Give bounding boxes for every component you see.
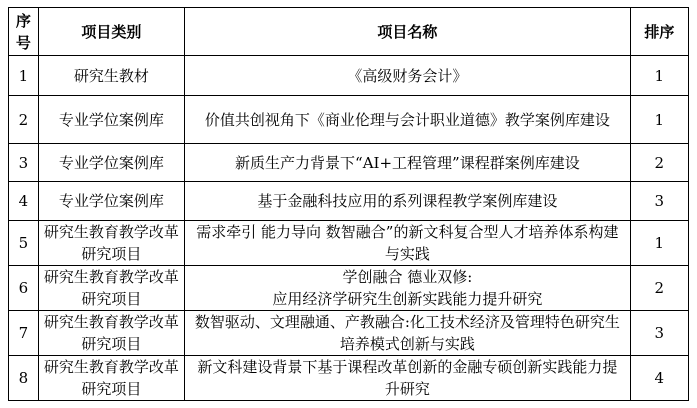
cell-name: 新质生产力背景下“AI+工程管理”课程群案例库建设 [185,144,631,182]
cell-rank: 2 [630,144,688,182]
cell-seq: 6 [9,265,39,310]
cell-seq: 2 [9,96,39,144]
cell-name: 数智驱动、文理融通、产教融合:化工技术经济及管理特色研究生培养模式创新与实践 [185,310,631,355]
header-rank: 排序 [630,8,688,56]
header-seq: 序号 [9,8,39,56]
table-row [9,96,689,144]
header-name: 项目名称 [185,8,631,56]
cell-rank: 1 [630,96,688,144]
cell-seq: 3 [9,144,39,182]
cell-name: 基于金融科技应用的系列课程教学案例库建设 [185,182,631,220]
cell-category: 研究生教育教学改革研究项目 [38,265,184,310]
table-row [9,220,689,265]
cell-seq: 1 [9,56,39,96]
cell-rank: 1 [630,56,688,96]
cell-category: 研究生教育教学改革研究项目 [38,355,184,400]
table-row [9,355,689,400]
cell-name: 价值共创视角下《商业伦理与会计职业道德》教学案例库建设 [185,96,631,144]
project-table [8,7,689,401]
cell-category: 研究生教育教学改革研究项目 [38,310,184,355]
table-row [9,56,689,96]
table-row [9,310,689,355]
cell-name-line: 学创融合 德业双修: [342,267,473,286]
cell-category: 研究生教材 [38,56,184,96]
table-header-row [9,8,689,56]
header-category: 项目类别 [38,8,184,56]
cell-rank: 1 [630,220,688,265]
cell-rank: 3 [630,310,688,355]
table-row [9,144,689,182]
cell-name-line: 应用经济学研究生创新实践能力提升研究 [272,289,543,308]
cell-rank: 2 [630,265,688,310]
cell-rank: 3 [630,182,688,220]
cell-seq: 8 [9,355,39,400]
cell-category: 专业学位案例库 [38,96,184,144]
cell-category: 研究生教育教学改革研究项目 [38,220,184,265]
cell-category: 专业学位案例库 [38,144,184,182]
cell-rank: 4 [630,355,688,400]
table-row [9,265,689,310]
cell-name: 新文科建设背景下基于课程改革创新的金融专硕创新实践能力提升研究 [185,355,631,400]
cell-name: 《高级财务会计》 [185,56,631,96]
cell-seq: 7 [9,310,39,355]
cell-category: 专业学位案例库 [38,182,184,220]
cell-seq: 5 [9,220,39,265]
table-row [9,182,689,220]
cell-seq: 4 [9,182,39,220]
cell-name: 需求牵引 能力导向 数智融合”的新文科复合型人才培养体系构建与实践 [185,220,631,265]
cell-name [185,265,631,310]
